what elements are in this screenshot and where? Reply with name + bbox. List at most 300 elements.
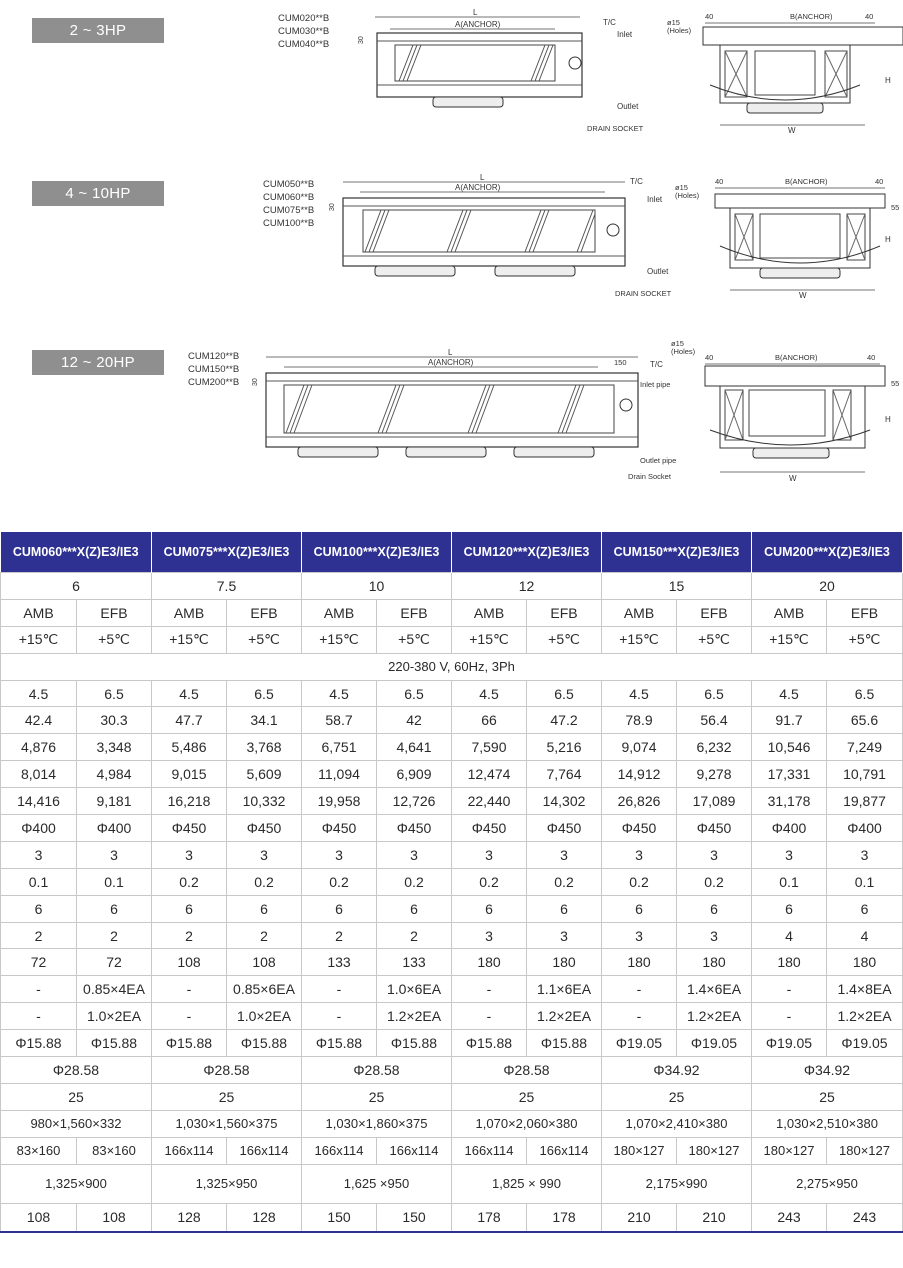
table-cell: 10,332 (227, 788, 302, 815)
dim-label: 150 (614, 358, 627, 367)
table-cell: 178 (452, 1203, 527, 1232)
table-cell: 5,609 (227, 761, 302, 788)
table-cell: 3 (227, 841, 302, 868)
table-cell: - (152, 1003, 227, 1030)
table-cell: 9,074 (602, 734, 677, 761)
table-cell: Φ15.88 (377, 1030, 452, 1057)
table-cell: 108 (227, 949, 302, 976)
table-cell: 25 (1, 1083, 152, 1110)
tc-label: T/C (603, 18, 616, 27)
dim-label: 30 (329, 203, 336, 211)
table-cell: 6 (152, 895, 227, 922)
table-cell: 1,625 ×950 (302, 1164, 452, 1203)
dim-label: 40 (875, 177, 884, 186)
table-cell: 6 (527, 895, 602, 922)
table-cell: 1,325×950 (152, 1164, 302, 1203)
table-cell: 6,751 (302, 734, 377, 761)
model-name: CUM050**B (263, 179, 315, 190)
table-cell: 133 (377, 949, 452, 976)
table-cell: Φ400 (1, 815, 77, 842)
table-cell: 108 (77, 1203, 152, 1232)
table-cell: 3 (377, 841, 452, 868)
table-cell: 3 (752, 841, 827, 868)
table-cell: 47.7 (152, 707, 227, 734)
table-cell: AMB (152, 599, 227, 626)
table-cell: 6 (827, 895, 903, 922)
table-cell: 6 (752, 895, 827, 922)
table-cell: 34.1 (227, 707, 302, 734)
table-cell: +5℃ (77, 626, 152, 653)
table-cell: 6 (677, 895, 752, 922)
table-cell: 0.2 (527, 868, 602, 895)
table-cell: 1.2×2EA (827, 1003, 903, 1030)
model-list-12-20hp (188, 350, 239, 389)
outlet-label: Outlet pipe (640, 456, 677, 465)
table-cell: 15 (602, 573, 752, 600)
table-row (1, 895, 903, 922)
model-header: CUM075***X(Z)E3/IE3 (152, 532, 302, 573)
table-cell: 14,416 (1, 788, 77, 815)
table-row (1, 734, 903, 761)
table-cell: Φ450 (377, 815, 452, 842)
table-cell: 108 (1, 1203, 77, 1232)
table-cell: 220-380 V, 60Hz, 3Ph (1, 653, 903, 680)
table-cell: 210 (677, 1203, 752, 1232)
table-cell: 243 (752, 1203, 827, 1232)
dim-label: A(ANCHOR) (428, 358, 474, 367)
model-name: CUM150**B (188, 364, 240, 375)
side-view-drawing-2-3hp (665, 5, 902, 135)
table-cell: - (752, 1003, 827, 1030)
table-cell: 7.5 (152, 573, 302, 600)
dim-label: 40 (705, 12, 714, 21)
table-cell: 180 (527, 949, 602, 976)
table-cell: 3 (677, 922, 752, 949)
front-view-drawing-2-3hp (355, 5, 655, 135)
table-cell: 150 (302, 1203, 377, 1232)
table-cell: 128 (227, 1203, 302, 1232)
model-header: CUM060***X(Z)E3/IE3 (1, 532, 152, 573)
table-cell: Φ19.05 (677, 1030, 752, 1057)
dim-label: H (885, 415, 891, 424)
table-row-suction (1, 1057, 903, 1084)
table-cell: 166x114 (152, 1137, 227, 1164)
table-cell: 11,094 (302, 761, 377, 788)
model-header: CUM200***X(Z)E3/IE3 (752, 532, 903, 573)
table-cell: 1,070×2,060×380 (452, 1110, 602, 1137)
model-name: CUM020**B (278, 13, 330, 24)
table-cell: 25 (452, 1083, 602, 1110)
table-cell: EFB (227, 599, 302, 626)
table-row (1, 1030, 903, 1057)
table-cell: 1.2×2EA (527, 1003, 602, 1030)
table-cell: 180 (602, 949, 677, 976)
table-cell: 26,826 (602, 788, 677, 815)
table-cell: 72 (77, 949, 152, 976)
table-cell: AMB (452, 599, 527, 626)
table-row-anchor (1, 1164, 903, 1203)
drain-label: DRAIN SOCKET (587, 124, 644, 133)
table-cell: 4 (827, 922, 903, 949)
table-cell: 3,768 (227, 734, 302, 761)
table-cell: 4.5 (152, 680, 227, 707)
model-name: CUM030**B (278, 26, 330, 37)
table-cell: 16,218 (152, 788, 227, 815)
table-cell: 1,325×900 (1, 1164, 152, 1203)
table-cell: +15℃ (452, 626, 527, 653)
table-cell: AMB (1, 599, 77, 626)
table-cell: 180×127 (677, 1137, 752, 1164)
table-cell: 6 (227, 895, 302, 922)
table-cell: 4.5 (602, 680, 677, 707)
dim-label: W (789, 474, 797, 483)
table-cell: 3 (452, 841, 527, 868)
table-cell: 3 (152, 841, 227, 868)
table-row (1, 868, 903, 895)
table-cell: Φ450 (527, 815, 602, 842)
table-cell: 6.5 (377, 680, 452, 707)
model-header: CUM120***X(Z)E3/IE3 (452, 532, 602, 573)
table-cell: +15℃ (302, 626, 377, 653)
table-cell: 180×127 (827, 1137, 903, 1164)
table-row-mode (1, 599, 903, 626)
table-cell: 42 (377, 707, 452, 734)
table-cell: - (602, 1003, 677, 1030)
table-cell: 0.85×4EA (77, 976, 152, 1003)
dim-label: 40 (705, 353, 714, 362)
table-cell: 4,641 (377, 734, 452, 761)
table-row-fan-size (1, 1137, 903, 1164)
table-cell: 2 (227, 922, 302, 949)
table-header-row (1, 532, 903, 573)
table-cell: 6,232 (677, 734, 752, 761)
table-row (1, 707, 903, 734)
drain-label: DRAIN SOCKET (615, 289, 672, 298)
table-cell: 19,877 (827, 788, 903, 815)
table-cell: - (1, 976, 77, 1003)
table-cell: AMB (302, 599, 377, 626)
table-cell: 0.2 (377, 868, 452, 895)
table-cell: 6 (602, 895, 677, 922)
table-cell: 243 (827, 1203, 903, 1232)
dim-label: H (885, 235, 891, 244)
table-cell: 17,089 (677, 788, 752, 815)
table-cell: Φ34.92 (752, 1057, 903, 1084)
dim-label: 55 (891, 203, 900, 212)
table-cell: 3 (602, 922, 677, 949)
table-cell: 25 (152, 1083, 302, 1110)
inlet-label: Inlet (617, 30, 633, 39)
table-cell: 4.5 (752, 680, 827, 707)
dim-label: W (799, 291, 807, 300)
tc-label: T/C (630, 177, 643, 186)
table-cell: 31,178 (752, 788, 827, 815)
table-cell: Φ15.88 (527, 1030, 602, 1057)
drain-label: Drain Socket (628, 472, 671, 481)
table-row (1, 949, 903, 976)
table-cell: 4.5 (302, 680, 377, 707)
table-cell: 1,030×1,860×375 (302, 1110, 452, 1137)
table-cell: 0.2 (302, 868, 377, 895)
spec-table (0, 532, 903, 1233)
table-cell: - (752, 976, 827, 1003)
table-cell: 12,474 (452, 761, 527, 788)
table-cell: Φ28.58 (302, 1057, 452, 1084)
table-row (1, 1003, 903, 1030)
table-cell: 4,984 (77, 761, 152, 788)
model-list-4-10hp (263, 178, 314, 230)
table-cell: 0.85×6EA (227, 976, 302, 1003)
table-cell: Φ450 (152, 815, 227, 842)
model-name: CUM200**B (188, 377, 240, 388)
side-view-drawing-4-10hp (665, 170, 902, 300)
table-cell: 980×1,560×332 (1, 1110, 152, 1137)
table-cell: - (302, 976, 377, 1003)
table-cell: 22,440 (452, 788, 527, 815)
table-cell: 1.0×2EA (227, 1003, 302, 1030)
table-cell: Φ15.88 (452, 1030, 527, 1057)
table-cell: 83×160 (1, 1137, 77, 1164)
table-cell: Φ450 (452, 815, 527, 842)
table-cell: 83×160 (77, 1137, 152, 1164)
table-cell: Φ400 (827, 815, 903, 842)
table-cell: 10,546 (752, 734, 827, 761)
table-cell: 3 (527, 841, 602, 868)
dim-label: 30 (252, 378, 259, 386)
table-cell: 128 (152, 1203, 227, 1232)
table-cell: 6.5 (827, 680, 903, 707)
table-cell: +5℃ (527, 626, 602, 653)
table-cell: 180 (827, 949, 903, 976)
table-cell: +5℃ (827, 626, 903, 653)
table-cell: 30.3 (77, 707, 152, 734)
table-row (1, 815, 903, 842)
table-cell: 4 (752, 922, 827, 949)
table-cell: 25 (302, 1083, 452, 1110)
table-cell: 17,331 (752, 761, 827, 788)
model-name: CUM040**B (278, 39, 330, 50)
inlet-label: Inlet (647, 195, 663, 204)
table-cell: - (152, 976, 227, 1003)
table-cell: 3 (827, 841, 903, 868)
table-cell: 12 (452, 573, 602, 600)
tc-label: T/C (650, 360, 663, 369)
table-cell: 3 (1, 841, 77, 868)
table-cell: 3 (602, 841, 677, 868)
table-cell: 6.5 (677, 680, 752, 707)
table-cell: Φ34.92 (602, 1057, 752, 1084)
table-cell: 58.7 (302, 707, 377, 734)
table-cell: 3 (77, 841, 152, 868)
dim-label: 40 (865, 12, 874, 21)
table-cell: 2 (377, 922, 452, 949)
table-cell: Φ15.88 (1, 1030, 77, 1057)
table-cell: 9,015 (152, 761, 227, 788)
dim-label: 40 (867, 353, 876, 362)
table-cell: Φ28.58 (452, 1057, 602, 1084)
table-cell: 166x114 (227, 1137, 302, 1164)
table-cell: Φ15.88 (302, 1030, 377, 1057)
front-view-drawing-12-20hp (248, 345, 677, 485)
model-header: CUM150***X(Z)E3/IE3 (602, 532, 752, 573)
table-row (1, 788, 903, 815)
section-label-4-10hp: 4 ~ 10HP (32, 181, 164, 206)
model-name: CUM100**B (263, 218, 315, 229)
table-cell: 1,030×2,510×380 (752, 1110, 903, 1137)
table-cell: +15℃ (152, 626, 227, 653)
table-cell: AMB (752, 599, 827, 626)
outlet-label: Outlet (617, 102, 639, 111)
table-row (1, 976, 903, 1003)
table-cell: 14,302 (527, 788, 602, 815)
table-cell: 25 (602, 1083, 752, 1110)
table-cell: 180 (752, 949, 827, 976)
table-cell: Φ19.05 (827, 1030, 903, 1057)
holes-label: ø15 (Holes) (671, 339, 696, 356)
table-cell: 6 (1, 573, 152, 600)
table-cell: 0.1 (77, 868, 152, 895)
table-cell: Φ28.58 (152, 1057, 302, 1084)
table-cell: Φ450 (302, 815, 377, 842)
table-cell: 166x114 (302, 1137, 377, 1164)
table-cell: 1.0×6EA (377, 976, 452, 1003)
table-cell: 6,909 (377, 761, 452, 788)
table-cell: 4.5 (1, 680, 77, 707)
dim-label: H (885, 76, 891, 85)
table-cell: 0.1 (752, 868, 827, 895)
model-header: CUM100***X(Z)E3/IE3 (302, 532, 452, 573)
table-cell: 0.2 (602, 868, 677, 895)
table-cell: 2,275×950 (752, 1164, 903, 1203)
table-cell: EFB (377, 599, 452, 626)
dim-label: B(ANCHOR) (785, 177, 828, 186)
table-cell: 180 (677, 949, 752, 976)
model-name: CUM060**B (263, 192, 315, 203)
table-cell: 10,791 (827, 761, 903, 788)
table-cell: 19,958 (302, 788, 377, 815)
table-cell: +15℃ (752, 626, 827, 653)
table-cell: 6.5 (227, 680, 302, 707)
table-cell: 1,030×1,560×375 (152, 1110, 302, 1137)
section-label-12-20hp: 12 ~ 20HP (32, 350, 164, 375)
dim-label: W (788, 126, 796, 135)
table-cell: 0.2 (152, 868, 227, 895)
table-cell: 6 (302, 895, 377, 922)
table-cell: Φ19.05 (752, 1030, 827, 1057)
table-cell: 6.5 (527, 680, 602, 707)
table-cell: +5℃ (677, 626, 752, 653)
table-row-weight (1, 1203, 903, 1232)
dim-label: 30 (358, 36, 365, 44)
table-cell: 2 (302, 922, 377, 949)
table-cell: 20 (752, 573, 903, 600)
table-cell: 0.1 (1, 868, 77, 895)
table-row-hp (1, 573, 903, 600)
dim-label: B(ANCHOR) (775, 353, 818, 362)
table-row-dimensions (1, 1110, 903, 1137)
table-cell: 56.4 (677, 707, 752, 734)
table-cell: 180×127 (752, 1137, 827, 1164)
table-row (1, 761, 903, 788)
table-cell: 8,014 (1, 761, 77, 788)
outlet-label: Outlet (647, 267, 669, 276)
table-cell: 6 (77, 895, 152, 922)
table-cell: 133 (302, 949, 377, 976)
table-cell: 210 (602, 1203, 677, 1232)
table-cell: 6.5 (77, 680, 152, 707)
table-cell: 6 (377, 895, 452, 922)
table-cell: 1.2×2EA (677, 1003, 752, 1030)
table-cell: +15℃ (602, 626, 677, 653)
model-list-2-3hp (278, 12, 329, 51)
front-view-drawing-4-10hp (325, 170, 672, 300)
table-cell: 66 (452, 707, 527, 734)
table-cell: 72 (1, 949, 77, 976)
table-cell: Φ450 (227, 815, 302, 842)
table-cell: 7,249 (827, 734, 903, 761)
table-cell: 166x114 (527, 1137, 602, 1164)
table-cell: 91.7 (752, 707, 827, 734)
dim-label: L (473, 8, 478, 17)
table-cell: 0.2 (452, 868, 527, 895)
holes-label: ø15 (Holes) (667, 18, 692, 35)
inlet-label: Inlet pipe (640, 380, 671, 389)
table-cell: 1.4×6EA (677, 976, 752, 1003)
table-cell: 12,726 (377, 788, 452, 815)
table-cell: Φ400 (77, 815, 152, 842)
table-cell: EFB (527, 599, 602, 626)
table-row (1, 680, 903, 707)
table-cell: 65.6 (827, 707, 903, 734)
table-cell: +5℃ (227, 626, 302, 653)
table-cell: 1,070×2,410×380 (602, 1110, 752, 1137)
table-cell: - (302, 1003, 377, 1030)
table-cell: 1.1×6EA (527, 976, 602, 1003)
table-cell: Φ15.88 (77, 1030, 152, 1057)
table-cell: 7,764 (527, 761, 602, 788)
table-cell: 7,590 (452, 734, 527, 761)
holes-label: ø15 (Holes) (675, 183, 700, 200)
dim-label: 55 (891, 379, 900, 388)
model-name: CUM075**B (263, 205, 315, 216)
table-cell: 42.4 (1, 707, 77, 734)
table-cell: 166x114 (452, 1137, 527, 1164)
table-row-temp (1, 626, 903, 653)
dim-label: 40 (715, 177, 724, 186)
table-cell: 2,175×990 (602, 1164, 752, 1203)
table-cell: 1.2×2EA (377, 1003, 452, 1030)
table-cell: 1.0×2EA (77, 1003, 152, 1030)
side-view-drawing-12-20hp (665, 340, 902, 485)
table-row (1, 922, 903, 949)
table-cell: EFB (677, 599, 752, 626)
table-cell: AMB (602, 599, 677, 626)
table-cell: 25 (752, 1083, 903, 1110)
table-cell: Φ15.88 (227, 1030, 302, 1057)
dim-label: B(ANCHOR) (790, 12, 833, 21)
table-cell: 14,912 (602, 761, 677, 788)
table-cell: 4.5 (452, 680, 527, 707)
table-cell: 3 (677, 841, 752, 868)
table-cell: Φ450 (677, 815, 752, 842)
table-cell: 6 (1, 895, 77, 922)
table-cell: 2 (1, 922, 77, 949)
table-cell: EFB (77, 599, 152, 626)
table-cell: 0.2 (677, 868, 752, 895)
table-cell: 180×127 (602, 1137, 677, 1164)
table-cell: 178 (527, 1203, 602, 1232)
table-row-power (1, 653, 903, 680)
